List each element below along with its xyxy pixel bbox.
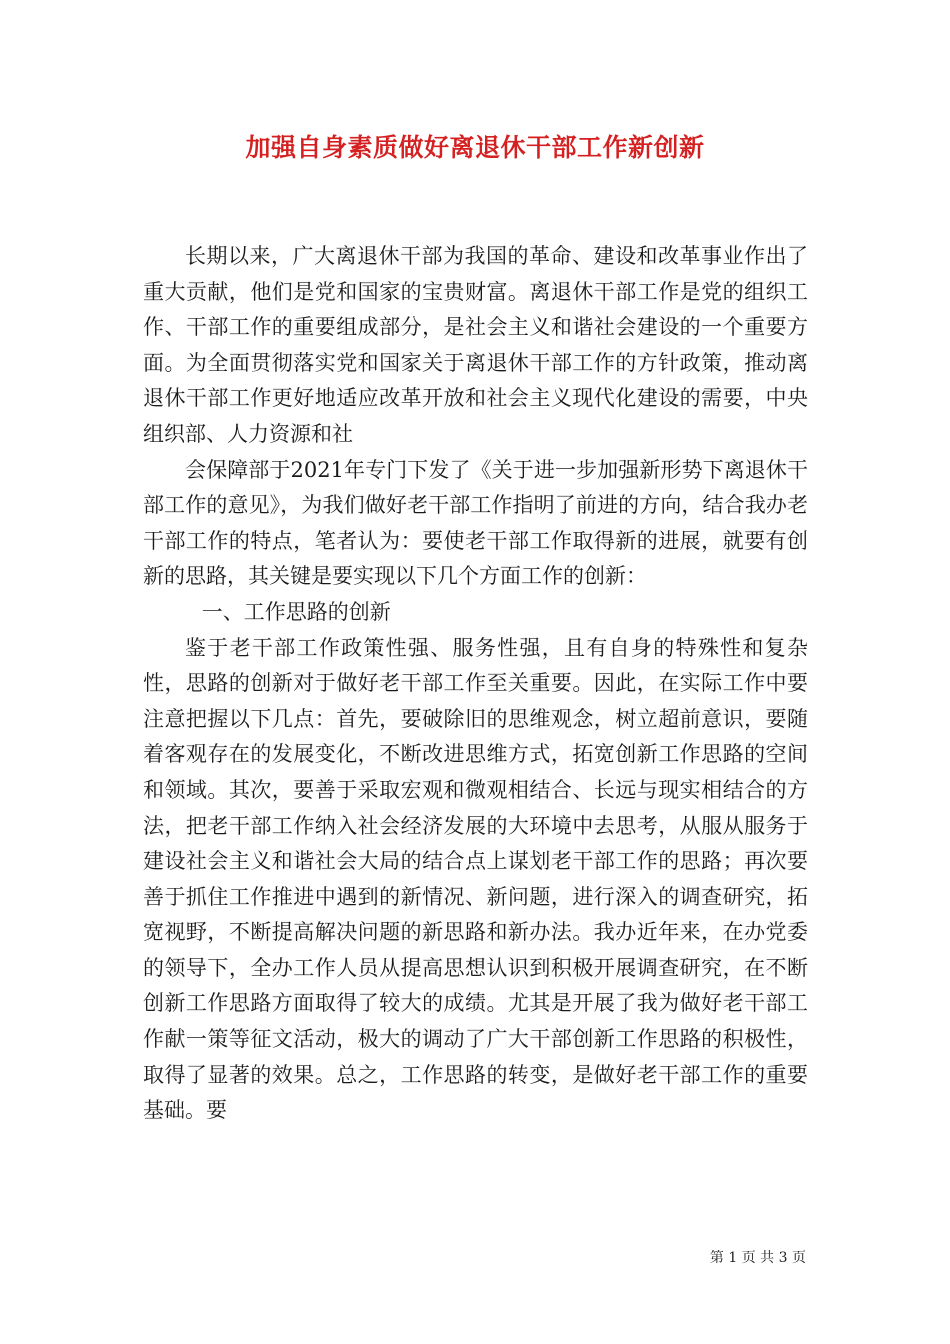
page-title: 加强自身素质做好离退休干部工作新创新 (245, 133, 705, 162)
document-body (143, 239, 808, 1129)
paragraph-policy: 会保障部于2021年专门下发了《关于进一步加强新形势下离退休干部工作的意见》，为我们做好老干部工作指明了前进的方向，结合我办老干部工作的特点，笔者认为：要使老干部工作取得新的进展，就要有创新的思路，其关键是要实现以下几个方面工作的创新： (143, 457, 808, 589)
section-heading: 一、工作思路的创新 (201, 599, 391, 624)
paragraph-section-one: 鉴于老干部工作政策性强、服务性强，且有自身的特殊性和复杂性，思路的创新对于做好老干部工作至关重要。因此，在实际工作中要注意把握以下几点：首先，要破除旧的思维观念，树立超前意识，要随着客观存在的发展变化，不断改进思维方式，拓宽创新工作思路的空间和领域。其次，要善于采取宏观和微观相结合、长远与现实相结合的方法，把老干部工作纳入社会经济发展的大环境中去思考，从服从服务于建设社会主义和谐社会大局的结合点上谋划老干部工作的思路；再次要善于抓住工作推进中遇到的新情况、新问题，进行深入的调查研究，拓宽视野，不断提高解决问题的新思路和新办法。我办近年来，在办党委的领导下，全办工作人员从提高思想认识到积极开展调查研究，在不断创新工作思路方面取得了较大的成绩。尤其是开展了我为做好老干部工作献一策等征文活动，极大的调动了广大干部创新工作思路的积极性，取得了显著的效果。总之，工作思路的转变，是做好老干部工作的重要基础。要 (143, 635, 808, 1123)
page-number: 第 1 页 共 3 页 (709, 1250, 806, 1266)
paragraph-intro: 长期以来，广大离退休干部为我国的革命、建设和改革事业作出了重大贡献，他们是党和国家的宝贵财富。离退休干部工作是党的组织工作、干部工作的重要组成部分，是社会主义和谐社会建设的一个重要方面。为全面贯彻落实党和国家关于离退休干部工作的方针政策，推动离退休干部工作更好地适应改革开放和社会主义现代化建设的需要，中央组织部、人力资源和社 (143, 244, 808, 446)
